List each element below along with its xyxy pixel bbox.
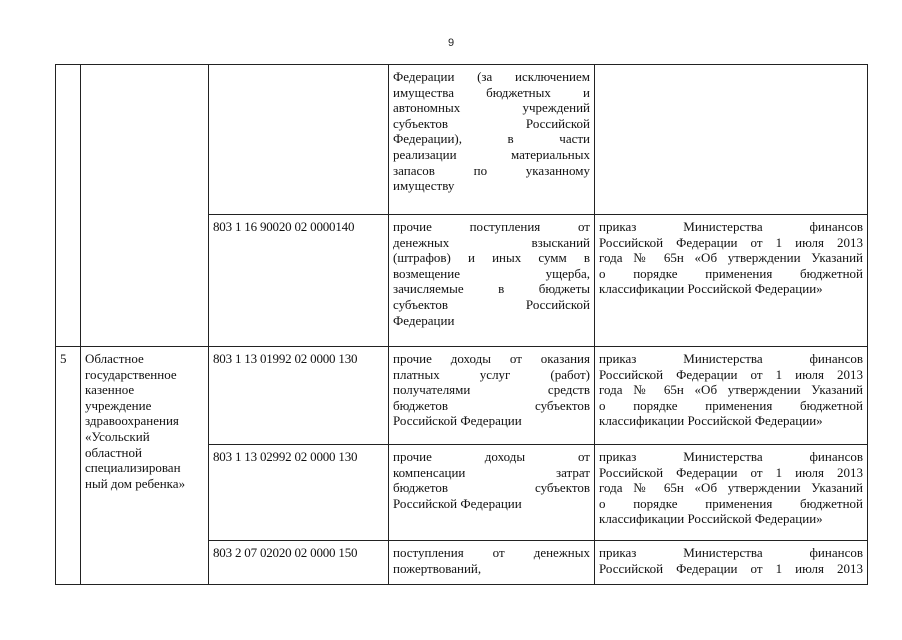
basis-line: приказ Министерства финансов xyxy=(599,449,863,464)
basis-line: классификации Российской Федерации» xyxy=(599,413,823,429)
description-line: прочие поступления от xyxy=(393,219,590,234)
basis-line: Российской Федерации от 1 июля 2013 xyxy=(599,366,863,382)
organization-line: государственное xyxy=(85,366,177,382)
description-line: поступления от денежных xyxy=(393,545,590,560)
code-cell: 803 1 13 01992 02 0000 130 xyxy=(209,347,389,445)
code-cell xyxy=(209,65,389,215)
page-number: 9 xyxy=(447,37,455,49)
table-row xyxy=(56,65,868,215)
description-cell xyxy=(389,347,595,445)
description-line: прочие доходы от оказания xyxy=(393,351,590,366)
code-cell: 803 2 07 02020 02 0000 150 xyxy=(209,541,389,585)
description-line: имуществу xyxy=(393,178,455,194)
organization-line: казенное xyxy=(85,382,135,398)
description-line: реализации материальных xyxy=(393,146,590,162)
basis-line: приказ Министерства финансов xyxy=(599,219,863,234)
description-line: возмещение ущерба, xyxy=(393,265,590,281)
description-cell xyxy=(389,215,595,347)
description-line: Российской Федерации xyxy=(393,413,522,429)
description-line: Федерации), в части xyxy=(393,131,590,147)
organization-cell xyxy=(81,347,209,585)
description-cell xyxy=(389,541,595,585)
basis-line: года № 65н «Об утверждении Указаний xyxy=(599,480,863,496)
basis-cell xyxy=(595,347,868,445)
organization-line: Областное xyxy=(85,351,144,366)
description-line: платных услуг (работ) xyxy=(393,366,590,382)
row-number-cell xyxy=(56,65,81,347)
organization-line: ный дом ребенка» xyxy=(85,475,186,491)
row-number-cell: 5 xyxy=(56,347,81,585)
description-line: запасов по указанному xyxy=(393,162,590,178)
description-line: бюджетов субъектов xyxy=(393,397,590,413)
basis-cell xyxy=(595,445,868,541)
organization-line: учреждение xyxy=(85,397,152,413)
basis-line: года № 65н «Об утверждении Указаний xyxy=(599,250,863,266)
basis-line: года № 65н «Об утверждении Указаний xyxy=(599,382,863,398)
basis-cell xyxy=(595,541,868,585)
description-line: (штрафов) и иных сумм в xyxy=(393,250,590,266)
basis-line: о порядке применения бюджетной xyxy=(599,265,863,281)
description-line: субъектов Российской xyxy=(393,296,590,312)
organization-cell xyxy=(81,65,209,347)
basis-line: о порядке применения бюджетной xyxy=(599,397,863,413)
organization-line: здравоохранения xyxy=(85,413,179,429)
description-line: Федерации (за исключением xyxy=(393,69,590,84)
basis-cell xyxy=(595,215,868,347)
description-cell xyxy=(389,445,595,541)
income-codes-table xyxy=(55,64,868,585)
basis-line: Российской Федерации от 1 июля 2013 xyxy=(599,234,863,250)
description-line: имущества бюджетных и xyxy=(393,84,590,100)
basis-line: приказ Министерства финансов xyxy=(599,545,863,560)
description-line: денежных взысканий xyxy=(393,234,590,250)
description-cell xyxy=(389,65,595,215)
description-line: субъектов Российской xyxy=(393,115,590,131)
organization-line: областной xyxy=(85,444,142,460)
basis-line: приказ Министерства финансов xyxy=(599,351,863,366)
description-line: пожертвований, xyxy=(393,560,482,576)
basis-line: классификации Российской Федерации» xyxy=(599,281,823,297)
basis-line: классификации Российской Федерации» xyxy=(599,511,823,527)
basis-line: Российской Федерации от 1 июля 2013 xyxy=(599,560,863,576)
description-line: Федерации xyxy=(393,312,455,328)
organization-line: специализирован xyxy=(85,460,181,476)
table-row xyxy=(56,347,868,445)
description-line: бюджетов субъектов xyxy=(393,480,590,496)
organization-line: «Усольский xyxy=(85,428,150,444)
code-cell: 803 1 16 90020 02 0000140 xyxy=(209,215,389,347)
code-cell: 803 1 13 02992 02 0000 130 xyxy=(209,445,389,541)
basis-cell xyxy=(595,65,868,215)
description-line: компенсации затрат xyxy=(393,464,590,480)
description-line: Российской Федерации xyxy=(393,495,522,511)
basis-line: о порядке применения бюджетной xyxy=(599,495,863,511)
description-line: получателями средств xyxy=(393,382,590,398)
basis-line: Российской Федерации от 1 июля 2013 xyxy=(599,464,863,480)
description-line: прочие доходы от xyxy=(393,449,590,464)
description-line: зачисляемые в бюджеты xyxy=(393,281,590,297)
description-line: автономных учреждений xyxy=(393,100,590,116)
